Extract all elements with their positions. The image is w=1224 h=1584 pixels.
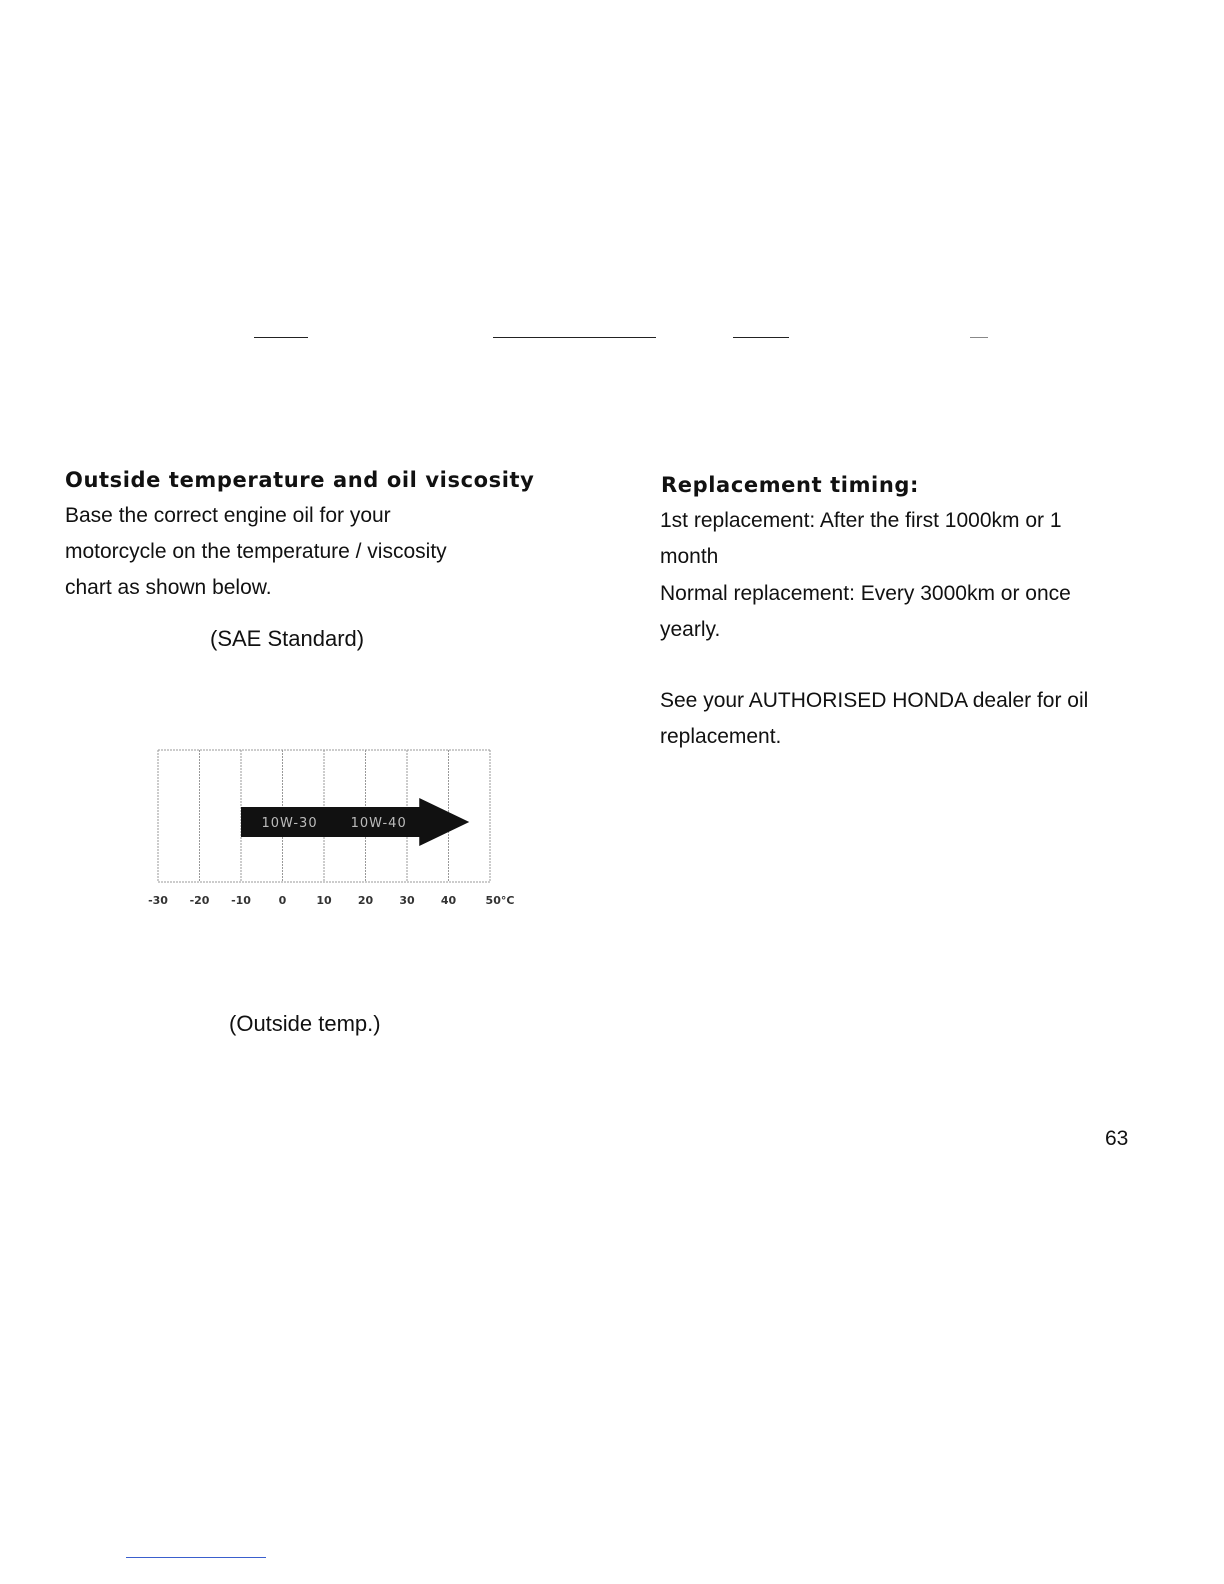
header-rule-2 xyxy=(493,337,656,338)
chart-tick-label: 10 xyxy=(316,894,332,907)
normal-replacement-line: yearly. xyxy=(660,618,721,641)
header-rule-4 xyxy=(970,337,988,338)
outside-temp-caption: (Outside temp.) xyxy=(229,1011,381,1036)
normal-replacement-line: Normal replacement: Every 3000km or once xyxy=(660,582,1071,605)
first-replacement-line: month xyxy=(660,545,719,568)
chart-tick-label: -10 xyxy=(231,894,251,907)
chart-tick-label: -20 xyxy=(189,894,210,907)
normal-replacement xyxy=(660,576,1180,648)
left-paragraph-line: chart as shown below. xyxy=(65,576,272,599)
page-number: 63 xyxy=(1105,1127,1129,1150)
left-paragraph-line: motorcycle on the temperature / viscosity xyxy=(65,540,447,563)
chart-tick-label: 0 xyxy=(278,894,287,907)
header-rule-1 xyxy=(254,337,308,338)
dealer-note-line: replacement. xyxy=(660,725,782,748)
chart-tick-label: 30 xyxy=(399,894,415,907)
dealer-note xyxy=(660,683,1190,755)
footer-rule xyxy=(126,1557,266,1558)
first-replacement-line: 1st replacement: After the first 1000km or 1 xyxy=(660,509,1062,532)
dealer-note-line: See your AUTHORISED HONDA dealer for oil xyxy=(660,689,1089,712)
chart-band xyxy=(241,798,469,846)
viscosity-chart xyxy=(130,740,530,915)
chart-band-label: 10W-30 xyxy=(261,816,318,831)
sae-standard-caption: (SAE Standard) xyxy=(210,626,365,651)
chart-tick-label: 40 xyxy=(440,894,457,907)
chart-ticks xyxy=(148,894,514,907)
chart-tick-label: 20 xyxy=(357,894,374,907)
left-paragraph-line: Base the correct engine oil for your xyxy=(65,504,391,527)
header-rule-3 xyxy=(733,337,789,338)
chart-tick-label: 50°C xyxy=(485,894,515,907)
right-heading: Replacement timing: xyxy=(661,473,920,497)
left-heading: Outside temperature and oil viscosity xyxy=(65,468,535,492)
left-paragraph xyxy=(65,498,585,606)
chart-band-label: 10W-40 xyxy=(350,816,407,831)
chart-tick-label: -30 xyxy=(148,894,168,907)
first-replacement xyxy=(660,503,1180,575)
